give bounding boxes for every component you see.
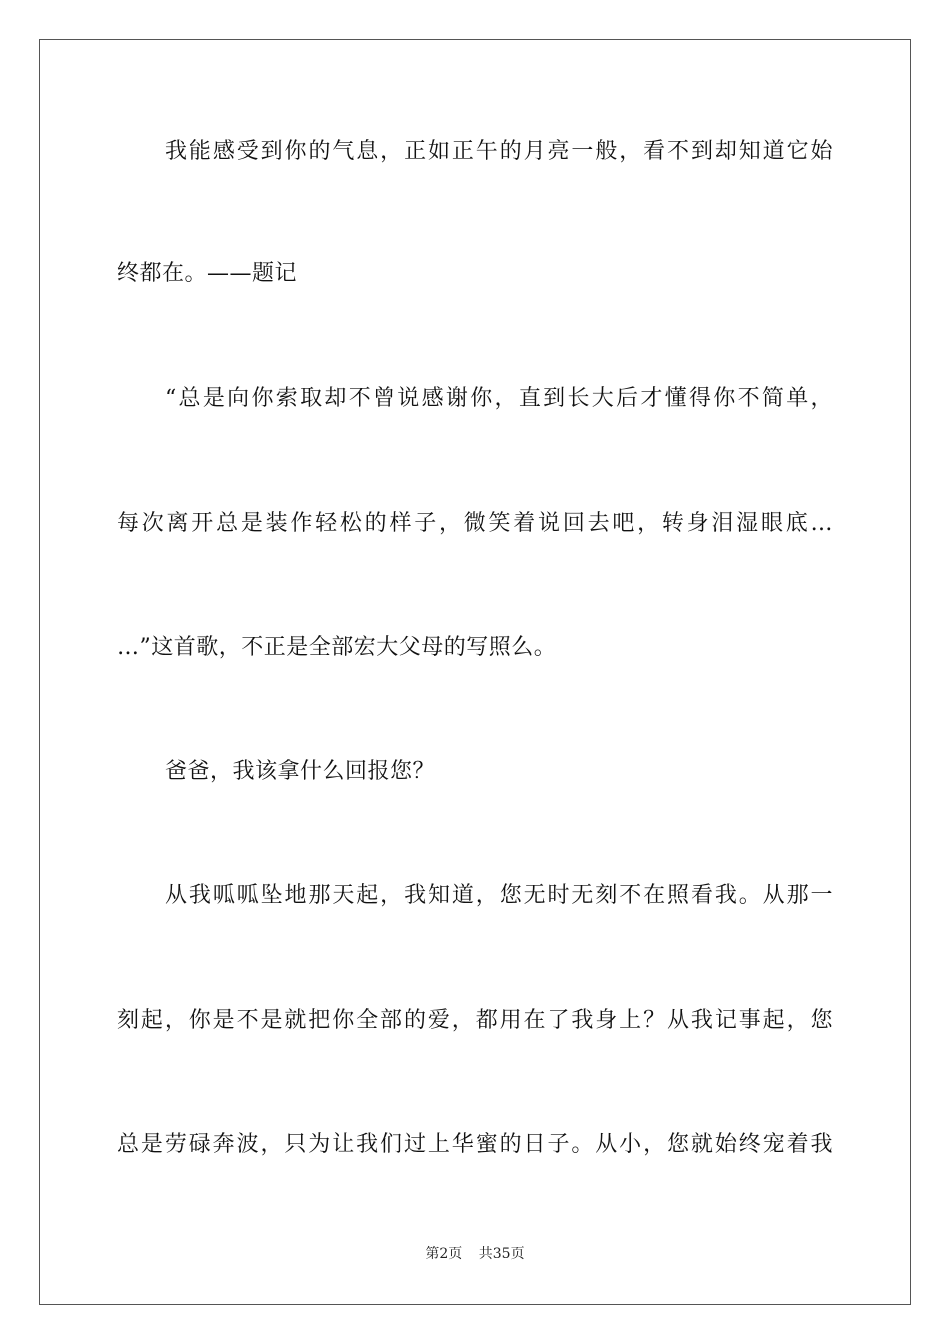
text-line: “总是向你索取却不曾说感谢你，直到长大后才懂得你不简单， (165, 386, 833, 411)
text-line: 从我呱呱坠地那天起，我知道，您无时无刻不在照看我。从那一 (165, 883, 833, 908)
text-line: 总是劳碌奔波，只为让我们过上华蜜的日子。从小，您就始终宠着我 (117, 1132, 833, 1157)
text-line: 每次离开总是装作轻松的样子，微笑着说回去吧，转身泪湿眼底… (117, 511, 833, 536)
text-line: 刻起，你是不是就把你全部的爱，都用在了我身上？从我记事起，您 (117, 1008, 833, 1033)
text-line: …”这首歌，不正是全部宏大父母的写照么。 (117, 635, 557, 660)
page-total: 共35页 (478, 1246, 525, 1262)
page-border (39, 39, 911, 1305)
text-line: 爸爸，我该拿什么回报您？ (165, 759, 436, 784)
text-line: 我能感受到你的气息，正如正午的月亮一般，看不到却知道它始 (165, 139, 833, 164)
page-footer (0, 1244, 950, 1264)
page-number: 第2页 (425, 1246, 463, 1262)
text-line: 终都在。——题记 (117, 261, 298, 286)
